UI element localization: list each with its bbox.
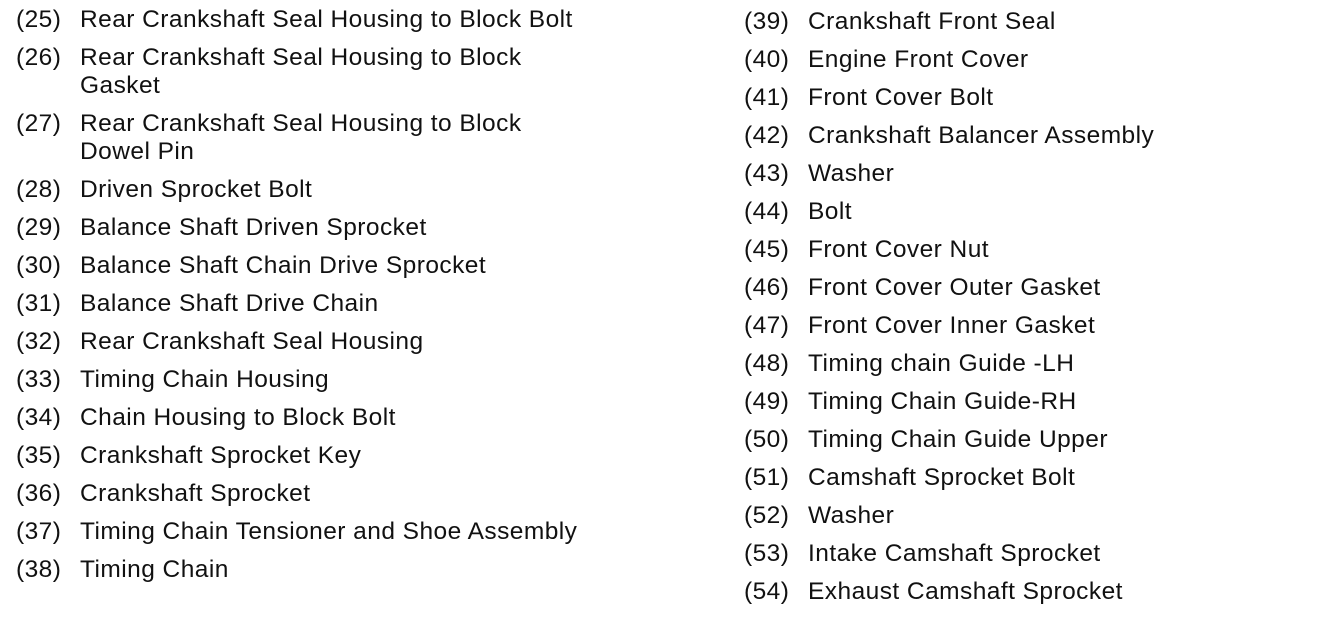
- item-number: (41): [744, 84, 790, 111]
- item-number: (34): [16, 404, 62, 431]
- item-number: (37): [16, 518, 62, 545]
- list-item: [16, 404, 716, 432]
- item-label: Washer: [808, 160, 895, 187]
- list-item: [16, 328, 716, 356]
- item-number: (28): [16, 176, 62, 203]
- item-number: (40): [744, 46, 790, 73]
- item-number: (32): [16, 328, 62, 355]
- item-label: Driven Sprocket Bolt: [80, 176, 313, 203]
- item-label: Exhaust Camshaft Sprocket: [808, 578, 1123, 605]
- item-label: Crankshaft Sprocket Key: [80, 442, 362, 469]
- item-label: Rear Crankshaft Seal Housing to Block Gasket: [80, 44, 522, 99]
- item-number: (38): [16, 556, 62, 583]
- item-label: Balance Shaft Drive Chain: [80, 290, 379, 317]
- item-number: (53): [744, 540, 790, 567]
- list-item: [16, 214, 716, 242]
- item-label: Bolt: [808, 198, 853, 225]
- item-label: Washer: [808, 502, 895, 529]
- list-item: [16, 44, 716, 100]
- item-number: (49): [744, 388, 790, 415]
- list-item: [744, 388, 1324, 416]
- item-label: Intake Camshaft Sprocket: [808, 540, 1101, 567]
- item-number: (51): [744, 464, 790, 491]
- item-number: (27): [16, 110, 62, 137]
- item-label: Timing Chain Guide-RH: [808, 388, 1077, 415]
- item-label: Crankshaft Sprocket: [80, 480, 311, 507]
- item-number: (52): [744, 502, 790, 529]
- item-number: (44): [744, 198, 790, 225]
- item-label: Front Cover Inner Gasket: [808, 312, 1096, 339]
- list-item: [744, 8, 1324, 36]
- list-item: [16, 556, 716, 584]
- item-number: (30): [16, 252, 62, 279]
- item-number: (54): [744, 578, 790, 605]
- item-label: Front Cover Bolt: [808, 84, 994, 111]
- item-label: Crankshaft Balancer Assembly: [808, 122, 1155, 149]
- parts-list-left-column: [16, 0, 716, 594]
- list-item: [16, 518, 716, 546]
- item-number: (33): [16, 366, 62, 393]
- item-label: Timing Chain Housing: [80, 366, 330, 393]
- item-label: Timing Chain Tensioner and Shoe Assembly: [80, 518, 578, 545]
- item-number: (43): [744, 160, 790, 187]
- item-number: (29): [16, 214, 62, 241]
- item-label: Rear Crankshaft Seal Housing: [80, 328, 424, 355]
- parts-list-right-column: [744, 0, 1324, 616]
- item-number: (39): [744, 8, 790, 35]
- list-item: [16, 252, 716, 280]
- list-item: [744, 122, 1324, 150]
- list-item: [16, 290, 716, 318]
- list-item: [744, 46, 1324, 74]
- list-item: [16, 6, 716, 34]
- item-label: Balance Shaft Chain Drive Sprocket: [80, 252, 487, 279]
- list-item: [16, 366, 716, 394]
- list-item: [744, 464, 1324, 492]
- list-item: [16, 176, 716, 204]
- list-item: [744, 426, 1324, 454]
- list-item: [744, 312, 1324, 340]
- item-label: Timing Chain: [80, 556, 229, 583]
- list-item: [16, 110, 716, 166]
- item-label: Rear Crankshaft Seal Housing to Block Dowel Pin: [80, 110, 522, 165]
- item-label: Chain Housing to Block Bolt: [80, 404, 396, 431]
- list-item: [744, 274, 1324, 302]
- item-label: Rear Crankshaft Seal Housing to Block Bolt: [80, 6, 573, 33]
- item-number: (26): [16, 44, 62, 71]
- list-item: [16, 442, 716, 470]
- item-label: Timing chain Guide -LH: [808, 350, 1075, 377]
- item-number: (50): [744, 426, 790, 453]
- item-number: (42): [744, 122, 790, 149]
- item-number: (25): [16, 6, 62, 33]
- item-number: (35): [16, 442, 62, 469]
- list-item: [744, 502, 1324, 530]
- item-label: Crankshaft Front Seal: [808, 8, 1056, 35]
- list-item: [744, 160, 1324, 188]
- list-item: [744, 236, 1324, 264]
- list-item: [744, 578, 1324, 606]
- item-label: Timing Chain Guide Upper: [808, 426, 1108, 453]
- item-number: (48): [744, 350, 790, 377]
- item-label: Front Cover Nut: [808, 236, 990, 263]
- item-number: (46): [744, 274, 790, 301]
- item-label: Engine Front Cover: [808, 46, 1029, 73]
- list-item: [16, 480, 716, 508]
- list-item: [744, 84, 1324, 112]
- list-item: [744, 540, 1324, 568]
- item-number: (31): [16, 290, 62, 317]
- list-item: [744, 350, 1324, 378]
- item-label: Camshaft Sprocket Bolt: [808, 464, 1076, 491]
- item-number: (47): [744, 312, 790, 339]
- item-number: (45): [744, 236, 790, 263]
- item-label: Front Cover Outer Gasket: [808, 274, 1101, 301]
- list-item: [744, 198, 1324, 226]
- item-number: (36): [16, 480, 62, 507]
- item-label: Balance Shaft Driven Sprocket: [80, 214, 427, 241]
